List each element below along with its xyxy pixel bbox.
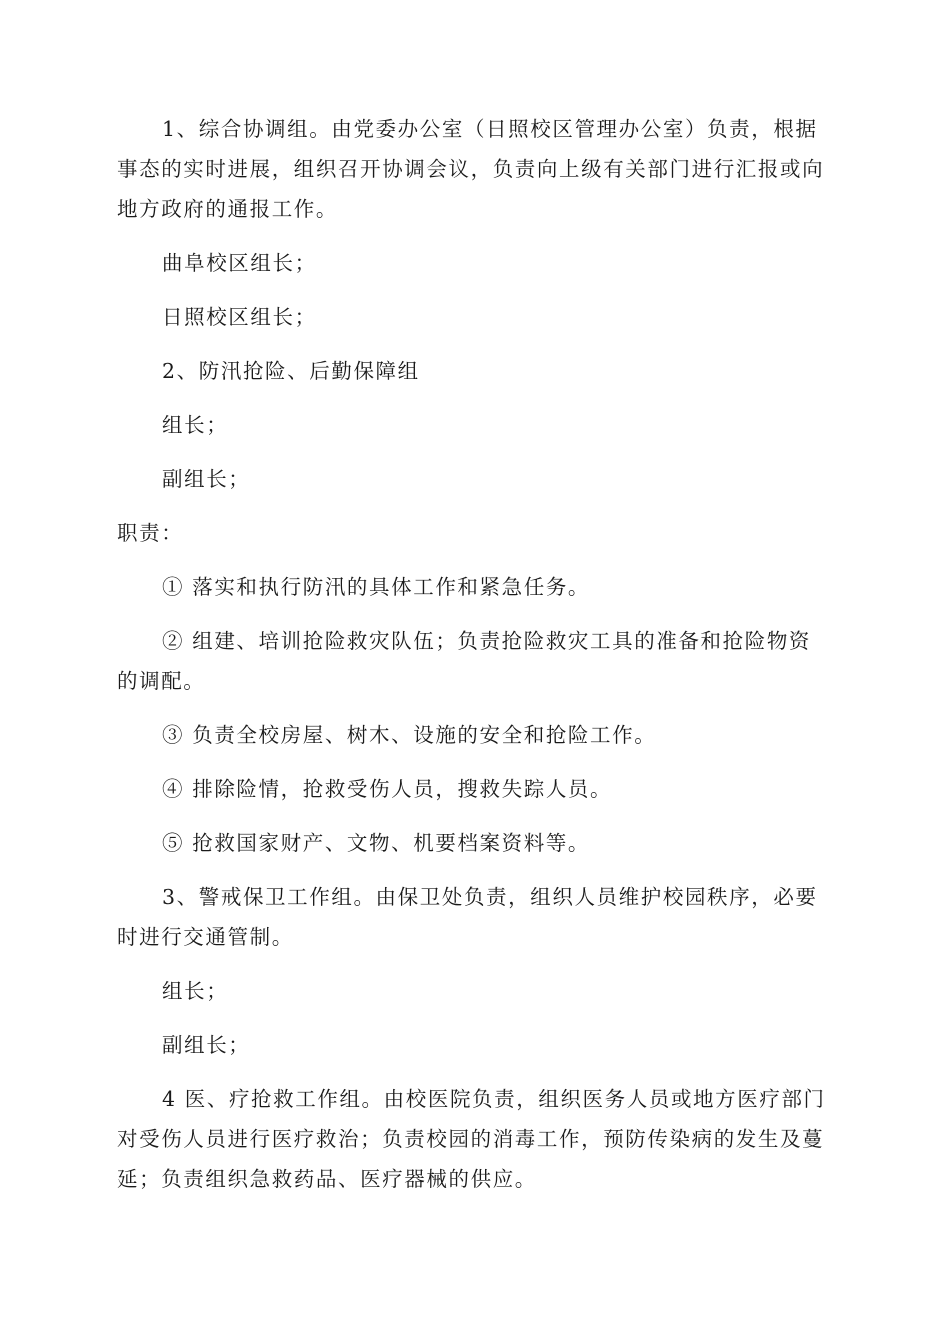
paragraph-duty-3: ③ 负责全校房屋、树木、设施的安全和抢险工作。 xyxy=(162,723,657,747)
paragraph-rizhao-campus-leader: 日照校区组长； xyxy=(162,305,317,329)
paragraph-qufu-campus-leader: 曲阜校区组长； xyxy=(162,251,317,275)
paragraph-security-group-leader: 组长； xyxy=(162,979,229,1003)
paragraph-duty-5: ⑤ 抢救国家财产、文物、机要档案资料等。 xyxy=(162,831,591,855)
paragraph-deputy-group-leader: 副组长； xyxy=(162,467,251,491)
paragraph-group-leader: 组长； xyxy=(162,413,229,437)
document-body xyxy=(117,109,833,1213)
paragraph-security-group: 3、警戒保卫工作组。由保卫处负责，组织人员维护校园秩序，必要时进行交通管制。 xyxy=(117,885,818,949)
paragraph-medical-rescue-group: 4 医、疗抢救工作组。由校医院负责，组织医务人员或地方医疗部门对受伤人员进行医疗救治；负责校园的消毒工作，预防传染病的发生及蔓延；负责组织急救药品、医疗器械的供应。 xyxy=(117,1087,826,1191)
paragraph-duty-2: ② 组建、培训抢险救灾队伍；负责抢险救灾工具的准备和抢险物资的调配。 xyxy=(117,629,812,693)
paragraph-duties-heading: 职责： xyxy=(117,521,184,545)
paragraph-comprehensive-coordination-group: 1、综合协调组。由党委办公室（日照校区管理办公室）负责，根据事态的实时进展，组织召开协调会议，负责向上级有关部门进行汇报或向地方政府的通报工作。 xyxy=(117,117,825,221)
paragraph-flood-rescue-logistics-group: 2、防汛抢险、后勤保障组 xyxy=(162,359,420,383)
paragraph-duty-1: ① 落实和执行防汛的具体工作和紧急任务。 xyxy=(162,575,591,599)
paragraph-security-deputy-leader: 副组长； xyxy=(162,1033,251,1057)
paragraph-duty-4: ④ 排除险情，抢救受伤人员，搜救失踪人员。 xyxy=(162,777,613,801)
